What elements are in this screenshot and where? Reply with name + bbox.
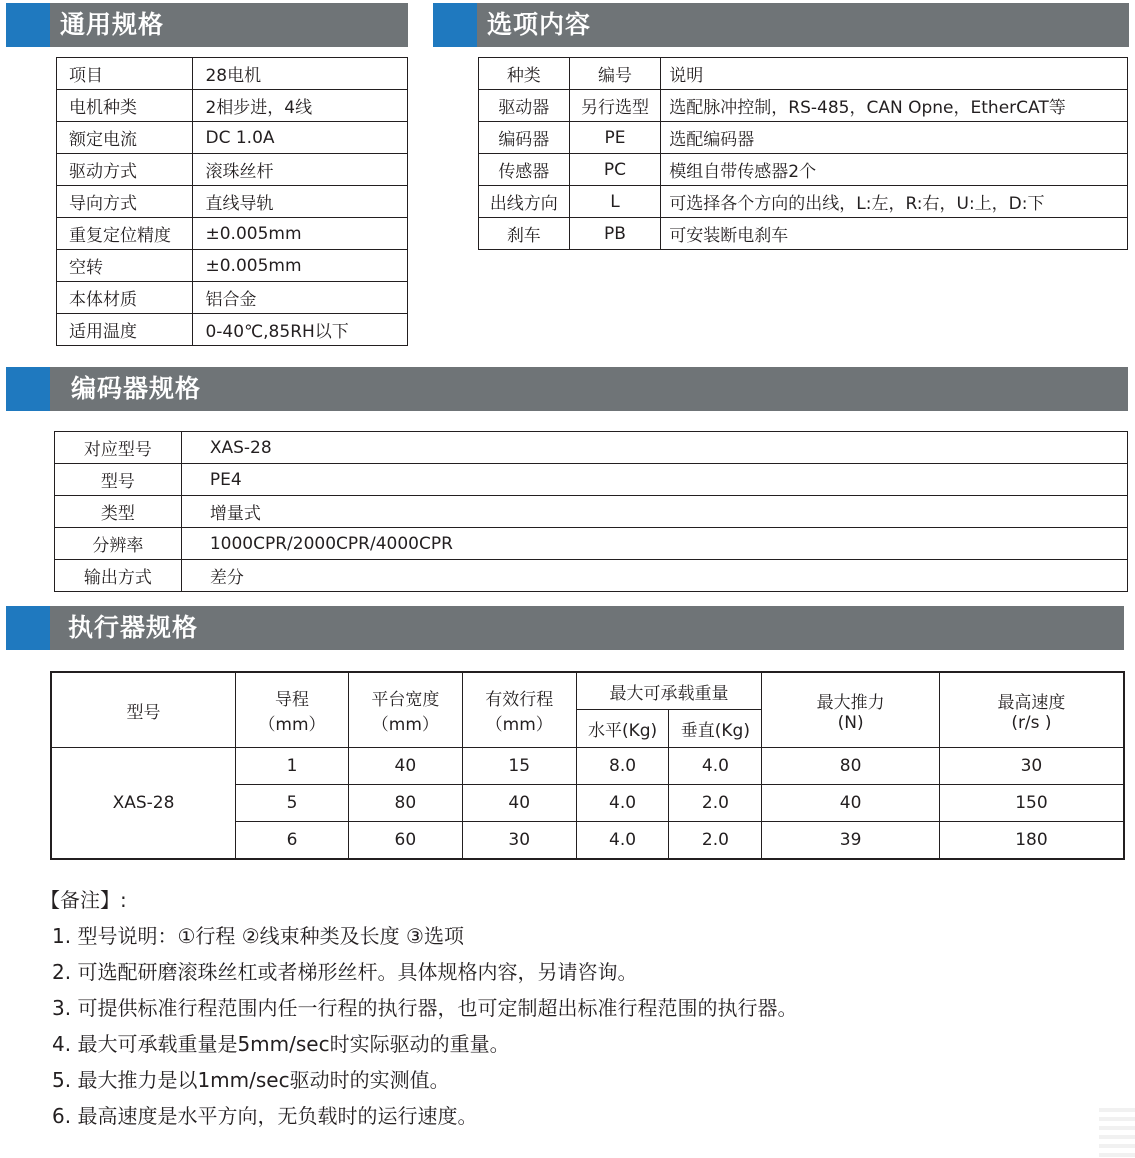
spec-key: 空转 — [57, 250, 193, 282]
lead-cell: 6 — [236, 822, 349, 860]
spec-value: 滚珠丝杆 — [193, 154, 408, 186]
column-header-speed — [939, 672, 1124, 748]
option-desc: 选配编码器 — [661, 122, 1128, 154]
notes-title: 【备注】: — [40, 888, 127, 912]
table-row — [55, 496, 1128, 528]
table-row — [51, 748, 1124, 785]
note-item: 2. 可选配研磨滚珠丝杠或者梯形丝杆。具体规格内容，另请咨询。 — [52, 960, 638, 984]
spec-value: DC 1.0A — [193, 122, 408, 154]
option-code: 另行选型 — [569, 90, 661, 122]
spec-value: 铝合金 — [193, 282, 408, 314]
column-header: 说明 — [661, 58, 1128, 90]
width-cell: 80 — [348, 785, 462, 822]
section-title: 通用规格 — [60, 10, 165, 39]
actuator-spec-table — [50, 671, 1125, 860]
column-header: 种类 — [479, 58, 570, 90]
spec-key: 对应型号 — [55, 432, 182, 464]
section-header-actuator — [6, 606, 1124, 650]
horizontal-cell: 4.0 — [576, 822, 669, 860]
column-header: 编号 — [569, 58, 661, 90]
vertical-cell: 4.0 — [669, 748, 762, 785]
spec-key: 导向方式 — [57, 186, 193, 218]
option-code: L — [569, 186, 661, 218]
spec-key: 输出方式 — [55, 560, 182, 592]
thrust-cell: 80 — [762, 748, 940, 785]
spec-value: 差分 — [181, 560, 1127, 592]
table-row — [55, 432, 1128, 464]
thrust-cell: 39 — [762, 822, 940, 860]
option-kind: 出线方向 — [479, 186, 570, 218]
speed-cell: 150 — [939, 785, 1124, 822]
table-row — [479, 90, 1128, 122]
encoder-spec-table — [54, 431, 1128, 592]
option-code: PC — [569, 154, 661, 186]
column-header-load — [576, 672, 762, 710]
width-cell: 60 — [348, 822, 462, 860]
table-header-row — [479, 58, 1128, 90]
general-spec-table — [56, 57, 408, 346]
spec-value: 1000CPR/2000CPR/4000CPR — [181, 528, 1127, 560]
spec-key: 适用温度 — [57, 314, 193, 346]
lead-cell: 1 — [236, 748, 349, 785]
column-header-thrust — [762, 672, 940, 748]
section-header-options — [433, 3, 1129, 47]
horizontal-cell: 4.0 — [576, 785, 669, 822]
spec-key: 驱动方式 — [57, 154, 193, 186]
note-item: 5. 最大推力是以1mm/sec驱动时的实测值。 — [52, 1068, 450, 1092]
header-label: 型号 — [126, 702, 161, 723]
lead-cell: 5 — [236, 785, 349, 822]
table-row — [57, 250, 408, 282]
header-label: 最大可承载重量 — [609, 683, 729, 704]
options-table — [478, 57, 1128, 250]
table-row — [479, 218, 1128, 250]
spec-key: 本体材质 — [57, 282, 193, 314]
header-unit: （mm） — [485, 715, 553, 735]
header-label: 平台宽度 — [371, 690, 440, 710]
header-accent — [433, 3, 477, 47]
option-kind: 刹车 — [479, 218, 570, 250]
header-label: 最高速度 — [997, 692, 1066, 713]
spec-key: 电机种类 — [57, 90, 193, 122]
speed-cell: 180 — [939, 822, 1124, 860]
spec-value: 2相步进，4线 — [193, 90, 408, 122]
header-unit: (r/s ) — [1011, 712, 1052, 733]
column-header-model — [51, 672, 236, 748]
horizontal-cell: 8.0 — [576, 748, 669, 785]
table-row — [57, 58, 408, 90]
vertical-cell: 2.0 — [669, 822, 762, 860]
section-header-encoder — [6, 367, 1128, 411]
note-item: 1. 型号说明：①行程 ②线束种类及长度 ③选项 — [52, 924, 464, 948]
table-row — [57, 122, 408, 154]
table-row — [57, 218, 408, 250]
spec-value: 直线导轨 — [193, 186, 408, 218]
spec-key: 额定电流 — [57, 122, 193, 154]
stroke-cell: 30 — [462, 822, 576, 860]
model-cell: XAS-28 — [51, 748, 236, 860]
table-row — [55, 560, 1128, 592]
table-row — [55, 464, 1128, 496]
spec-key: 型号 — [55, 464, 182, 496]
header-unit: （mm） — [371, 715, 439, 735]
table-row — [55, 528, 1128, 560]
spec-value: PE4 — [181, 464, 1127, 496]
option-code: PB — [569, 218, 661, 250]
header-unit: (N) — [837, 712, 864, 733]
speed-cell: 30 — [939, 748, 1124, 785]
table-row — [57, 314, 408, 346]
table-header-row — [51, 672, 1124, 710]
spec-key: 项目 — [57, 58, 193, 90]
header-label: 导程 — [275, 690, 309, 710]
spec-value: ±0.005mm — [193, 218, 408, 250]
thrust-cell: 40 — [762, 785, 940, 822]
option-desc: 可安装断电刹车 — [661, 218, 1128, 250]
option-kind: 编码器 — [479, 122, 570, 154]
width-cell: 40 — [348, 748, 462, 785]
watermark-decoration — [1099, 1108, 1135, 1158]
header-label: 有效行程 — [485, 690, 554, 710]
header-accent — [6, 367, 50, 411]
column-header-width — [348, 672, 462, 748]
spec-value: XAS-28 — [181, 432, 1127, 464]
notes-block — [40, 882, 797, 1134]
option-code: PE — [569, 122, 661, 154]
table-row — [57, 154, 408, 186]
table-row — [57, 90, 408, 122]
column-header-stroke — [462, 672, 576, 748]
table-row — [57, 186, 408, 218]
section-header-general — [6, 3, 408, 47]
spec-value: 28电机 — [193, 58, 408, 90]
option-kind: 传感器 — [479, 154, 570, 186]
note-item: 3. 可提供标准行程范围内任一行程的执行器，也可定制超出标准行程范围的执行器。 — [52, 996, 798, 1020]
stroke-cell: 40 — [462, 785, 576, 822]
column-header-horizontal: 水平(Kg) — [576, 710, 669, 748]
option-desc: 模组自带传感器2个 — [661, 154, 1128, 186]
table-row — [479, 122, 1128, 154]
spec-key: 重复定位精度 — [57, 218, 193, 250]
note-item: 6. 最高速度是水平方向，无负载时的运行速度。 — [52, 1104, 478, 1128]
section-title: 选项内容 — [487, 10, 592, 39]
option-kind: 驱动器 — [479, 90, 570, 122]
table-row — [479, 154, 1128, 186]
option-desc: 选配脉冲控制，RS-485，CAN Opne，EtherCAT等 — [661, 90, 1128, 122]
header-accent — [6, 3, 50, 47]
spec-key: 类型 — [55, 496, 182, 528]
spec-key: 分辨率 — [55, 528, 182, 560]
header-accent — [6, 606, 50, 650]
note-item: 4. 最大可承载重量是5mm/sec时实际驱动的重量。 — [52, 1032, 510, 1056]
table-row — [479, 186, 1128, 218]
option-desc: 可选择各个方向的出线，L:左，R:右，U:上，D:下 — [661, 186, 1128, 218]
spec-value: 0-40℃,85RH以下 — [193, 314, 408, 346]
vertical-cell: 2.0 — [669, 785, 762, 822]
header-unit: （mm） — [258, 715, 326, 735]
spec-value: 增量式 — [181, 496, 1127, 528]
section-title: 编码器规格 — [71, 374, 202, 403]
section-title: 执行器规格 — [68, 613, 199, 642]
stroke-cell: 15 — [462, 748, 576, 785]
spec-value: ±0.005mm — [193, 250, 408, 282]
column-header-vertical: 垂直(Kg) — [669, 710, 762, 748]
table-row — [57, 282, 408, 314]
header-label: 最大推力 — [816, 692, 885, 713]
column-header-lead — [236, 672, 349, 748]
